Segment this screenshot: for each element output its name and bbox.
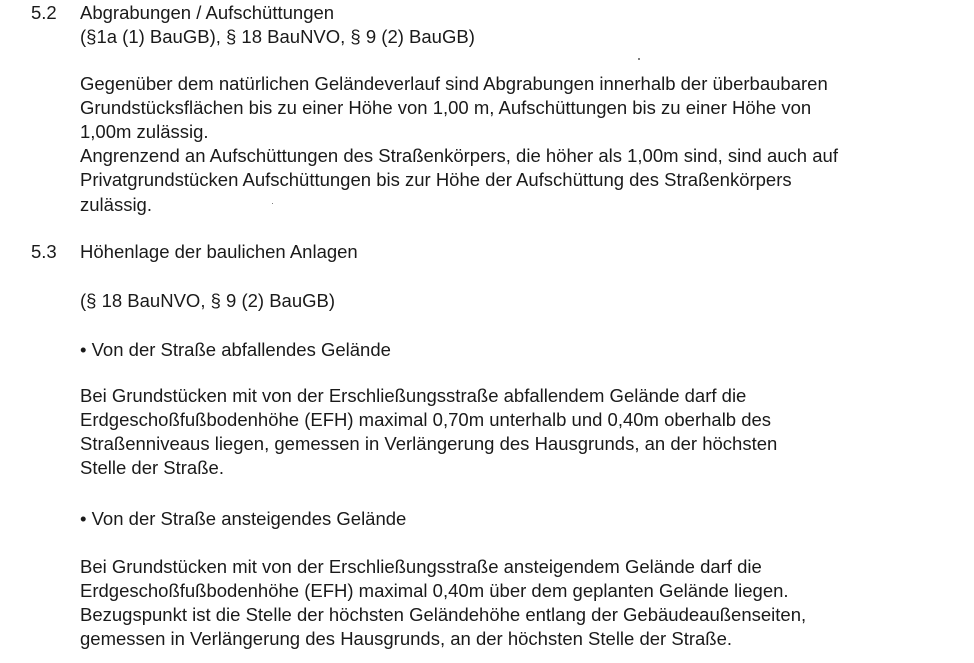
section-5-3-number: 5.3 — [31, 241, 57, 262]
section-5-2-p2-line: Angrenzend an Aufschüttungen des Straßenkörpers, die höher als 1,00m sind, sind auch auf — [80, 145, 838, 166]
section-5-3-reference: (§ 18 BauNVO, § 9 (2) BauGB) — [80, 290, 336, 311]
section-5-3-title: Höhenlage der baulichen Anlagen — [80, 241, 358, 262]
section-5-2-reference: (§1a (1) BauGB), § 18 BauNVO, § 9 (2) BauGB) — [80, 26, 475, 47]
section-5-2-p1-line: 1,00m zulässig. — [80, 121, 209, 142]
case-1-line: Stelle der Straße. — [80, 457, 224, 478]
case-1-line: Bei Grundstücken mit von der Erschließungsstraße abfallendem Gelände darf die — [80, 385, 747, 406]
section-5-2-p2-line: zulässig. — [80, 194, 152, 215]
case-2-line: Bezugspunkt ist die Stelle der höchsten Geländehöhe entlang der Gebäudeaußenseiten, — [80, 604, 807, 625]
case-2-line: Erdgeschoßfußbodenhöhe (EFH) maximal 0,40m über dem geplanten Gelände liegen. — [80, 580, 789, 601]
scan-speck — [272, 203, 273, 204]
section-5-2-title: Abgrabungen / Aufschüttungen — [80, 2, 335, 23]
case-2-heading: • Von der Straße ansteigendes Gelände — [80, 508, 407, 529]
case-2-line: Bei Grundstücken mit von der Erschließungsstraße ansteigendem Gelände darf die — [80, 556, 762, 577]
case-1-line: Erdgeschoßfußbodenhöhe (EFH) maximal 0,70m unterhalb und 0,40m oberhalb des — [80, 409, 772, 430]
section-5-2-p1-line: Grundstücksflächen bis zu einer Höhe von 1,00 m, Aufschüttungen bis zu einer Höhe von — [80, 97, 812, 118]
section-5-2-p1-line: Gegenüber dem natürlichen Geländeverlauf sind Abgrabungen innerhalb der überbaubaren — [80, 73, 828, 94]
case-1-heading: • Von der Straße abfallendes Gelände — [80, 339, 391, 360]
section-5-2-number: 5.2 — [31, 2, 57, 23]
scan-speck — [638, 58, 640, 60]
section-5-2-p2-line: Privatgrundstücken Aufschüttungen bis zur Höhe der Aufschüttung des Straßenkörpers — [80, 169, 792, 190]
case-2-line: gemessen in Verlängerung des Hausgrunds, an der höchsten Stelle der Straße. — [80, 628, 733, 649]
case-1-line: Straßenniveaus liegen, gemessen in Verlängerung des Hausgrunds, an der höchsten — [80, 433, 778, 454]
